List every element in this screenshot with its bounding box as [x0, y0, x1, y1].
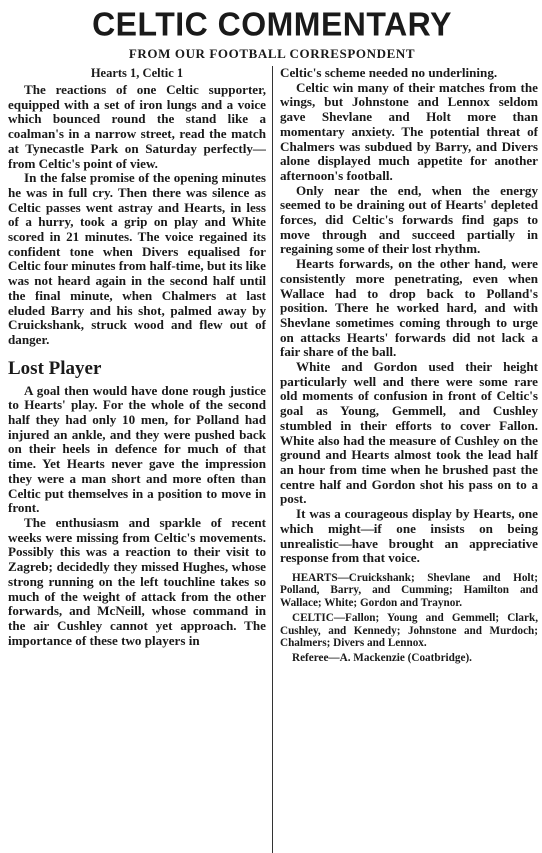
- celtic-lineup: CELTIC—Fallon; Young and Gemmell; Clark, Cushley, and Kennedy; Johnstone and Murdoch; Chalmers; Divers and Lennox.: [280, 612, 538, 649]
- paragraph: Celtic win many of their matches from the wings, but Johnstone and Lennox seldom gave Shevlane and Holt more than momentary anxiety. The potential threat of Chalmers was subdued by Barry, and Divers alone displayed much appetite for another afternoon's football.: [280, 79, 538, 183]
- paragraph: White and Gordon used their height particularly well and there were some rare old moments of confusion in front of Celtic's goal as Young, Gemmell, and Cushley stumbled in their efforts to cover Fallon. White also had the measure of Cushley on the ground and Hearts almost took the lead half an hour from time when he brushed past the centre half and Gordon shot his pass on to a post.: [280, 359, 538, 507]
- column-rule: [272, 66, 273, 853]
- team-lineups: [280, 572, 538, 665]
- byline: FROM OUR FOOTBALL CORRESPONDENT: [128, 46, 416, 61]
- paragraph: In the false promise of the opening minutes he was in full cry. Then there was silence as Celtic passes went astray and Hearts, in less of a hurry, took a grip on play and White scored in 21 minutes. The voice regained its confident tone when Divers equalised for Celtic four minutes from half-time, but its like was not heard again in the second half until the final minute, when Chalmers at last eluded Barry and his shot, palmed away by Cruickshank, struck wood and flew out of danger.: [8, 170, 266, 347]
- paragraph: It was a courageous display by Hearts, one which might—if one insists on being unrealistic—have brought an appreciative response from that voice.: [280, 506, 538, 566]
- article-body: [8, 66, 536, 853]
- crosshead: Lost Player: [8, 357, 102, 379]
- paragraph: The enthusiasm and sparkle of recent weeks were missing from Celtic's movements. Possibly this was a reaction to their visit to Zagreb; decidedly they missed Hughes, whose strong running on the left touchline takes so much of the weight of attack from the other forwards, and McNeill, whose command in the air Cushley cannot yet approach. The importance of these two players in: [8, 514, 266, 648]
- paragraph: Hearts forwards, on the other hand, were consistently more penetrating, even when Wallace had to drop back to Polland's position. There he worked hard, and with Shevlane sometimes coming through to urge on attacks Hearts' forwards did not lack a fair share of the ball.: [280, 256, 538, 360]
- paragraph: A goal then would have done rough justice to Hearts' play. For the whole of the second half they had only 10 men, for Polland had injured an ankle, and they were pushed back on their heels in defence for much of that time. Yet Hearts never gave the impression they were a man short and more often than Celtic put themselves in a position to move in front.: [8, 382, 266, 516]
- score-line: Hearts 1, Celtic 1: [90, 66, 184, 80]
- left-column: [8, 66, 266, 853]
- paragraph: The reactions of one Celtic supporter, equipped with a set of iron lungs and a voice which bounced round the stand like a coalman's in a narrow street, read the match at Tynecastle Park on Saturday perfectly—from Celtic's point of view.: [8, 82, 266, 171]
- hearts-lineup: HEARTS—Cruickshank; Shevlane and Holt; Polland, Barry, and Cumming; Hamilton and Wallace; White; Gordon and Traynor.: [280, 571, 538, 609]
- headline: CELTIC COMMENTARY: [92, 5, 452, 43]
- paragraph: Only near the end, when the energy seemed to be draining out of Hearts' depleted forces, did Celtic's forwards find gaps to move through and succeed partially in regaining some of their lost rhythm.: [280, 182, 538, 257]
- referee-line: Referee—A. Mackenzie (Coatbridge).: [292, 652, 472, 665]
- right-column: [280, 66, 538, 853]
- paragraph: Celtic's scheme needed no underlining.: [280, 66, 498, 80]
